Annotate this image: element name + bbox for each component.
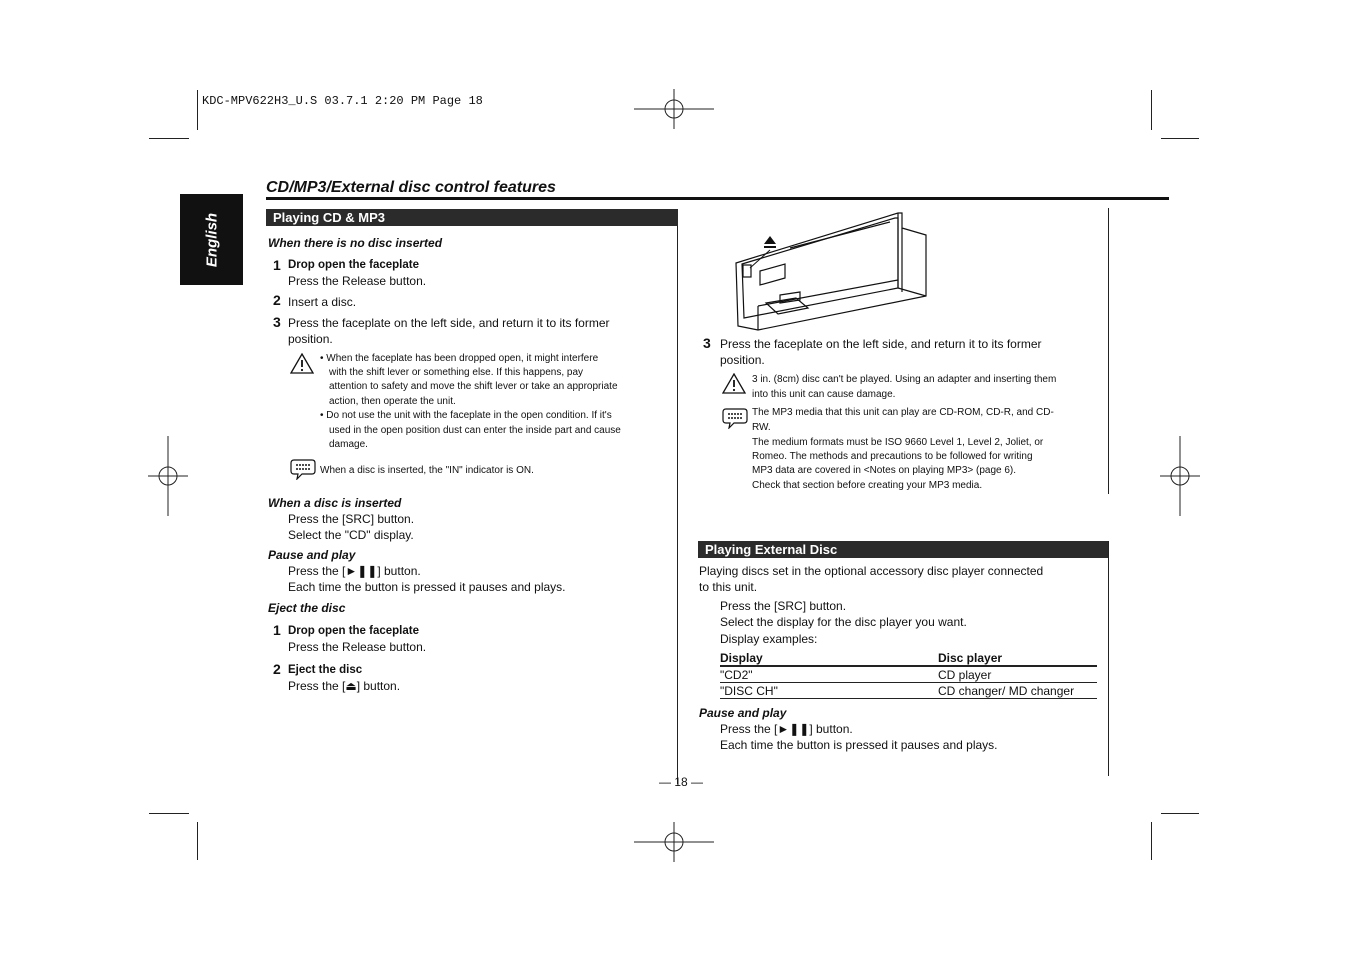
caution-text: • Do not use the unit with the faceplate in the open condition. If it's	[320, 410, 612, 421]
print-slug: KDC-MPV622H3_U.S 03.7.1 2:20 PM Page 18	[202, 94, 483, 108]
caution-text: damage.	[329, 439, 368, 450]
body-text: to this unit.	[699, 580, 758, 594]
table-cell: CD changer/ MD changer	[938, 683, 1097, 699]
body-text: Each time the button is pressed it pauses and plays.	[288, 580, 566, 594]
step-text: Press the faceplate on the left side, and return it to its former	[288, 316, 610, 330]
caution-text: with the shift lever or something else. If this happens, pay	[329, 367, 584, 378]
right-border-top	[1108, 208, 1109, 494]
section-title-external-disc: Playing External Disc	[698, 541, 1108, 558]
step-title: Drop open the faceplate	[288, 259, 419, 271]
note-text: MP3 data are covered in <Notes on playing MP3> (page 6).	[752, 465, 1017, 476]
step-number: 3	[273, 314, 281, 330]
language-tab	[180, 194, 243, 285]
note-text: When a disc is inserted, the "IN" indicator is ON.	[320, 465, 534, 476]
table-header-row	[720, 650, 1097, 666]
step-number: 1	[273, 257, 281, 273]
note-text: Romeo. The methods and precautions to be followed for writing	[752, 451, 1033, 462]
subheading-pause-play: Pause and play	[268, 548, 356, 562]
note-text: The MP3 media that this unit can play are CD-ROM, CD-R, and CD-	[752, 407, 1054, 418]
table-header: Display	[720, 650, 938, 666]
step-number: 1	[273, 622, 281, 638]
caution-text: action, then operate the unit.	[329, 396, 456, 407]
step-text: position.	[720, 353, 765, 367]
body-text: Press the [►❚❚] button.	[288, 564, 421, 578]
language-tab-label: English	[203, 212, 220, 267]
table-row	[720, 666, 1097, 683]
registration-mark-bottom	[634, 822, 714, 862]
step-text: Press the [⏏] button.	[288, 679, 401, 693]
caution-icon	[722, 373, 746, 394]
body-text: Press the [SRC] button.	[288, 512, 415, 526]
step-number: 2	[273, 292, 281, 308]
note-text: The medium formats must be ISO 9660 Level 1, Level 2, Joliet, or	[752, 437, 1044, 448]
subheading-pause-play: Pause and play	[699, 706, 787, 720]
column-divider	[677, 210, 678, 784]
table-cell: "CD2"	[720, 666, 938, 683]
body-text: Select the display for the disc player you want.	[720, 615, 967, 629]
body-text: Display examples:	[720, 632, 818, 646]
faceplate-illustration	[730, 208, 930, 333]
registration-mark-left	[148, 436, 188, 516]
body-text: Select the "CD" display.	[288, 528, 414, 542]
subheading-disc-inserted: When a disc is inserted	[268, 496, 402, 510]
step-number: 2	[273, 661, 281, 677]
right-border-bottom	[1108, 541, 1109, 776]
body-text: Press the [SRC] button.	[720, 599, 847, 613]
step-text: Press the Release button.	[288, 640, 427, 654]
step-text: Press the faceplate on the left side, and return it to its former	[720, 337, 1042, 351]
table-cell: "DISC CH"	[720, 683, 938, 699]
step-title: Eject the disc	[288, 664, 363, 676]
step-text: Insert a disc.	[288, 295, 357, 309]
subheading-no-disc: When there is no disc inserted	[268, 236, 443, 250]
title-rule	[266, 197, 1169, 200]
display-examples-table	[720, 650, 1097, 699]
step-title: Drop open the faceplate	[288, 625, 419, 637]
caution-text: • When the faceplate has been dropped open, it might interfere	[320, 353, 599, 364]
caution-text: used in the open position dust can enter the inside part and cause	[329, 425, 621, 436]
caution-text: 3 in. (8cm) disc can't be played. Using an adapter and inserting them	[752, 374, 1057, 385]
body-text: Each time the button is pressed it pauses and plays.	[720, 738, 998, 752]
note-text: Check that section before creating your MP3 media.	[752, 480, 983, 491]
registration-mark-right	[1160, 436, 1200, 516]
note-text: RW.	[752, 422, 771, 433]
page-title: CD/MP3/External disc control features	[266, 179, 556, 196]
note-icon	[290, 458, 316, 480]
body-text: Playing discs set in the optional accessory disc player connected	[699, 564, 1044, 578]
table-cell: CD player	[938, 666, 1097, 683]
step-text: position.	[288, 332, 333, 346]
step-number: 3	[703, 335, 711, 351]
caution-text: attention to safety and move the shift lever or take an appropriate	[329, 381, 618, 392]
caution-text: into this unit can cause damage.	[752, 389, 896, 400]
table-header: Disc player	[938, 650, 1097, 666]
registration-mark-top	[634, 89, 714, 129]
section-title-playing-cd: Playing CD & MP3	[266, 209, 678, 226]
table-row	[720, 683, 1097, 699]
note-icon	[722, 407, 748, 429]
page-number: — 18 —	[659, 775, 704, 789]
body-text: Press the [►❚❚] button.	[720, 722, 853, 736]
step-text: Press the Release button.	[288, 274, 427, 288]
caution-icon	[290, 353, 314, 374]
subheading-eject: Eject the disc	[268, 601, 346, 615]
